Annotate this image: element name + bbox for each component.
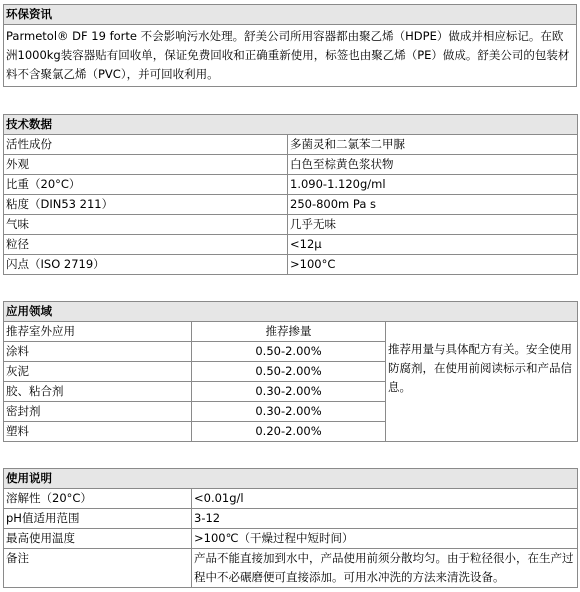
app-note: 推荐用量与具体配方有关。安全使用防腐剂，在使用前阅读标示和产品信息。 [386,322,578,442]
table-row [4,489,578,509]
table-row [4,175,578,195]
usage-key: pH值适用范围 [4,509,192,529]
table-row [4,509,578,529]
usage-key: 溶解性（20°C） [4,489,192,509]
app-key: 灰泥 [4,362,192,382]
tech-value: <12μ [288,235,578,255]
usage-value: 3-12 [192,509,578,529]
app-col1-header: 推荐室外应用 [4,322,192,342]
app-value: 0.50-2.00% [192,362,386,382]
app-key: 涂料 [4,342,192,362]
table-row [4,195,578,215]
tech-key: 外观 [4,155,288,175]
usage-key: 最高使用温度 [4,529,192,549]
tech-value: 几乎无味 [288,215,578,235]
app-key: 塑料 [4,422,192,442]
tech-key: 比重（20°C） [4,175,288,195]
app-value: 0.20-2.00% [192,422,386,442]
app-key: 密封剂 [4,402,192,422]
usage-value: 产品不能直接加到水中，产品使用前须分散均匀。由于粒径很小，在生产过程中不必碾磨便可直接添加。可用水冲洗的方法来清洗设备。 [192,549,578,588]
app-col2-header: 推荐掺量 [192,322,386,342]
tech-key: 气味 [4,215,288,235]
tech-key: 闪点（ISO 2719） [4,255,288,275]
table-row [4,529,578,549]
tech-value: 1.090-1.120g/ml [288,175,578,195]
tech-key: 粒径 [4,235,288,255]
table-row [4,215,578,235]
usage-value: >100℃（干燥过程中短时间） [192,529,578,549]
usage-title: 使用说明 [4,469,578,489]
app-value: 0.50-2.00% [192,342,386,362]
tech-value: >100°C [288,255,578,275]
tech-key: 粘度（DIN53 211） [4,195,288,215]
app-value: 0.30-2.00% [192,382,386,402]
table-row [4,549,578,588]
usage-key: 备注 [4,549,192,588]
table-row [4,255,578,275]
env-table [3,4,577,87]
app-table [3,301,578,442]
usage-table [3,468,578,588]
app-title: 应用领域 [4,302,578,322]
app-value: 0.30-2.00% [192,402,386,422]
table-row [4,155,578,175]
table-row [4,235,578,255]
env-title: 环保资讯 [4,5,577,25]
usage-value: <0.01g/l [192,489,578,509]
tech-table [3,114,578,275]
tech-value: 250-800m Pa s [288,195,578,215]
tech-title: 技术数据 [4,115,578,135]
table-row [4,135,578,155]
tech-value: 白色至棕黄色浆状物 [288,155,578,175]
env-text: Parmetol® DF 19 forte 不会影响污水处理。舒美公司所用容器都由聚乙烯（HDPE）做成并相应标记。在欧洲1000kg装容器贴有回收单，保证免费回收和正确重新使用，标签也由聚乙烯（PE）做成。舒美公司的包装材料不含聚氯乙烯（PVC），并可回收利用。 [4,25,577,87]
tech-key: 活性成份 [4,135,288,155]
tech-value: 多菌灵和二氯苯二甲脲 [288,135,578,155]
app-key: 胶、粘合剂 [4,382,192,402]
